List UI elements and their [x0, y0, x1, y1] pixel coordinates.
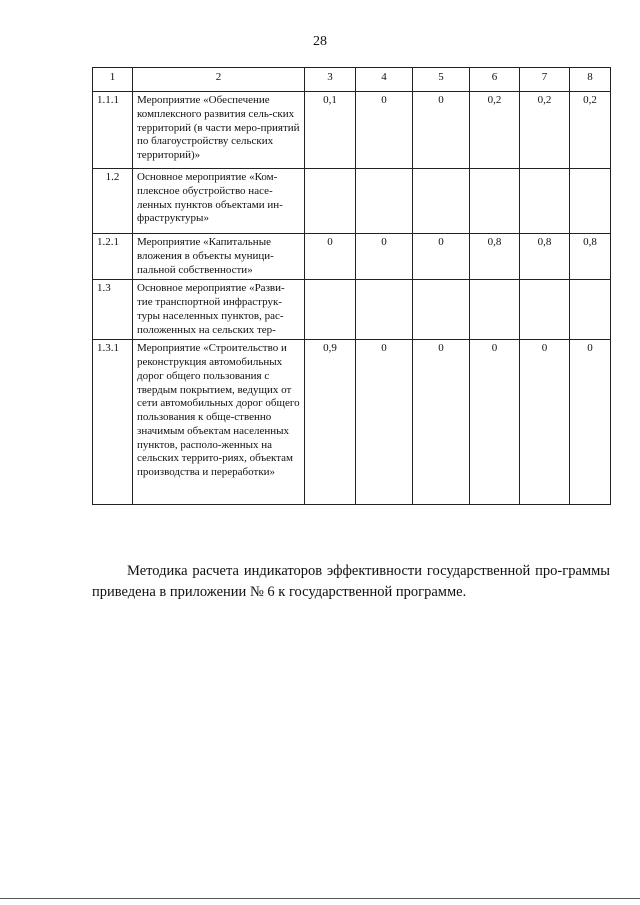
row-value: 0 [356, 234, 413, 280]
row-value: 0 [413, 234, 470, 280]
row-value: 0,2 [470, 92, 520, 169]
row-value [356, 169, 413, 234]
row-value: 0 [305, 234, 356, 280]
row-value [570, 169, 611, 234]
methodology-paragraph: Методика расчета индикаторов эффективности государственной про-граммы приведена в приложении № 6 к государственной программе. [92, 562, 610, 600]
table-row [93, 234, 611, 280]
header-cell: 6 [470, 68, 520, 92]
page-number: 28 [313, 34, 327, 49]
row-number: 1.3.1 [93, 340, 133, 505]
row-value: 0 [470, 340, 520, 505]
row-number: 1.2.1 [93, 234, 133, 280]
header-cell: 3 [305, 68, 356, 92]
row-value [470, 280, 520, 340]
indicators-table [92, 67, 611, 505]
row-value [520, 169, 570, 234]
table-row [93, 169, 611, 234]
row-value [570, 280, 611, 340]
row-value [413, 280, 470, 340]
header-cell: 4 [356, 68, 413, 92]
row-value: 0,8 [470, 234, 520, 280]
header-cell: 8 [570, 68, 611, 92]
row-value [305, 169, 356, 234]
row-name: Мероприятие «Строительство и реконструкция автомобильных дорог общего пользования с твердым покрытием, ведущих от сети автомобильных дорог общего пользования к обще-ственно значимым объектам населенных пунктов, располо-женных на сельских террито-риях, объектам производства и переработки» [133, 340, 305, 505]
row-value: 0,1 [305, 92, 356, 169]
row-value: 0 [570, 340, 611, 505]
row-value: 0 [356, 92, 413, 169]
row-number: 1.2 [93, 169, 133, 234]
header-cell: 2 [133, 68, 305, 92]
row-name: Основное мероприятие «Разви-тие транспортной инфраструк-туры населенных пунктов, рас-положенных на сельских тер- [133, 280, 305, 340]
row-value [520, 280, 570, 340]
table-row [93, 280, 611, 340]
page-bottom-edge [0, 898, 640, 899]
row-value [356, 280, 413, 340]
header-cell: 7 [520, 68, 570, 92]
row-value: 0 [413, 92, 470, 169]
row-name: Мероприятие «Обеспечение комплексного развития сель-ских территорий (в части меро-приятий по благоустройству сельских территорий)» [133, 92, 305, 169]
row-value: 0 [413, 340, 470, 505]
row-value: 0,2 [570, 92, 611, 169]
row-value [413, 169, 470, 234]
table-header-row [93, 68, 611, 92]
header-cell: 5 [413, 68, 470, 92]
row-number: 1.3 [93, 280, 133, 340]
table-row [93, 340, 611, 505]
row-value: 0 [356, 340, 413, 505]
row-value [470, 169, 520, 234]
row-value [305, 280, 356, 340]
row-value: 0,8 [570, 234, 611, 280]
header-cell: 1 [93, 68, 133, 92]
row-name: Основное мероприятие «Ком-плексное обустройство насе-ленных пунктов объектами ин-фраструктуры» [133, 169, 305, 234]
table-row [93, 92, 611, 169]
row-value: 0 [520, 340, 570, 505]
row-value: 0,2 [520, 92, 570, 169]
row-value: 0,8 [520, 234, 570, 280]
row-name: Мероприятие «Капитальные вложения в объекты муници-пальной собственности» [133, 234, 305, 280]
row-value: 0,9 [305, 340, 356, 505]
row-number: 1.1.1 [93, 92, 133, 169]
